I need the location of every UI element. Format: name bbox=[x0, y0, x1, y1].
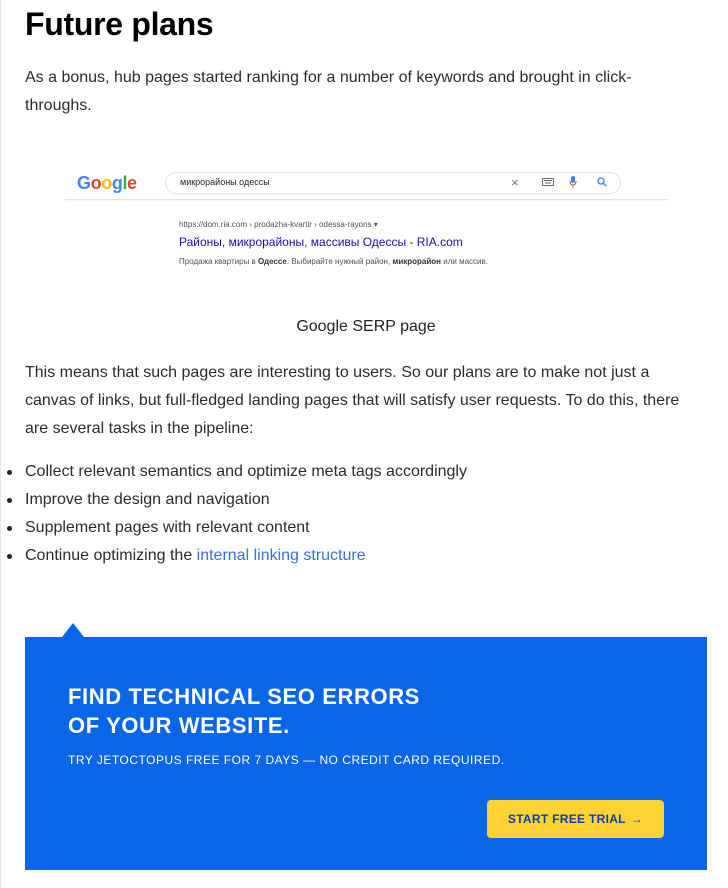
serp-screenshot bbox=[65, 160, 667, 280]
snippet-text: Продажа квартиры в bbox=[179, 257, 259, 266]
list-item: Supplement pages with relevant content bbox=[0, 514, 680, 542]
body-paragraph: This means that such pages are interesting to users. So our plans are to make not just a canvas of links, but full-fledged landing pages that will satisfy user requests. To do this, there are several tasks in the pipeline: bbox=[25, 364, 680, 437]
logo-letter: o bbox=[90, 173, 102, 193]
page-title: Future plans bbox=[25, 6, 214, 42]
banner-notch bbox=[62, 623, 84, 637]
cta-headline-line: OF YOUR WEBSITE. bbox=[68, 713, 290, 738]
logo-letter: g bbox=[111, 173, 123, 193]
logo-letter: G bbox=[77, 173, 91, 193]
keyboard-icon[interactable] bbox=[542, 176, 554, 192]
button-label: START FREE TRIAL bbox=[507, 812, 626, 826]
microphone-icon[interactable] bbox=[569, 176, 577, 193]
search-input[interactable] bbox=[165, 172, 621, 194]
google-logo bbox=[77, 173, 137, 194]
cta-headline-line: FIND TECHNICAL SEO ERRORS bbox=[68, 684, 420, 709]
image-caption: Google SERP page bbox=[296, 318, 436, 335]
result-url[interactable] bbox=[179, 220, 378, 229]
serp-divider bbox=[65, 199, 667, 200]
logo-letter: o bbox=[101, 173, 112, 193]
logo-letter: l bbox=[122, 173, 128, 193]
cta-headline bbox=[68, 682, 420, 740]
list-item: Improve the design and navigation bbox=[0, 486, 680, 514]
intro-paragraph: As a bonus, hub pages started ranking for a number of keywords and brought in click-throughs. bbox=[25, 69, 632, 114]
cta-subtext: TRY JETOCTOPUS FREE FOR 7 DAYS — NO CREDIT CARD REQUIRED. bbox=[68, 753, 505, 767]
search-icon[interactable] bbox=[597, 176, 607, 192]
list-item-text: Continue optimizing the bbox=[25, 547, 197, 564]
task-list bbox=[0, 458, 680, 570]
snippet-bold: микрорайон bbox=[392, 257, 442, 266]
list-item bbox=[0, 542, 680, 570]
left-border bbox=[0, 0, 1, 888]
logo-letter: e bbox=[127, 173, 137, 193]
snippet-bold: Одессе bbox=[258, 257, 287, 266]
snippet-text: или массив. bbox=[441, 257, 488, 266]
arrow-right-icon: → bbox=[630, 812, 644, 826]
internal-linking-link[interactable]: internal linking structure bbox=[196, 547, 366, 564]
close-icon[interactable]: × bbox=[511, 175, 519, 190]
result-url-text: https://dom.ria.com › prodazha-kvartir › odessa-rayons bbox=[179, 220, 372, 229]
cta-banner bbox=[25, 637, 707, 870]
result-snippet bbox=[179, 257, 488, 266]
start-free-trial-button[interactable] bbox=[487, 800, 664, 838]
chevron-down-icon[interactable]: ▾ bbox=[373, 220, 378, 229]
search-query: микрорайоны одессы bbox=[180, 177, 270, 187]
result-title-link[interactable]: Районы, микрорайоны, массивы Одессы - RIA.com bbox=[179, 235, 463, 249]
snippet-text: . Выбирайте нужный район, bbox=[286, 257, 393, 266]
list-item: Collect relevant semantics and optimize meta tags accordingly bbox=[0, 458, 680, 486]
